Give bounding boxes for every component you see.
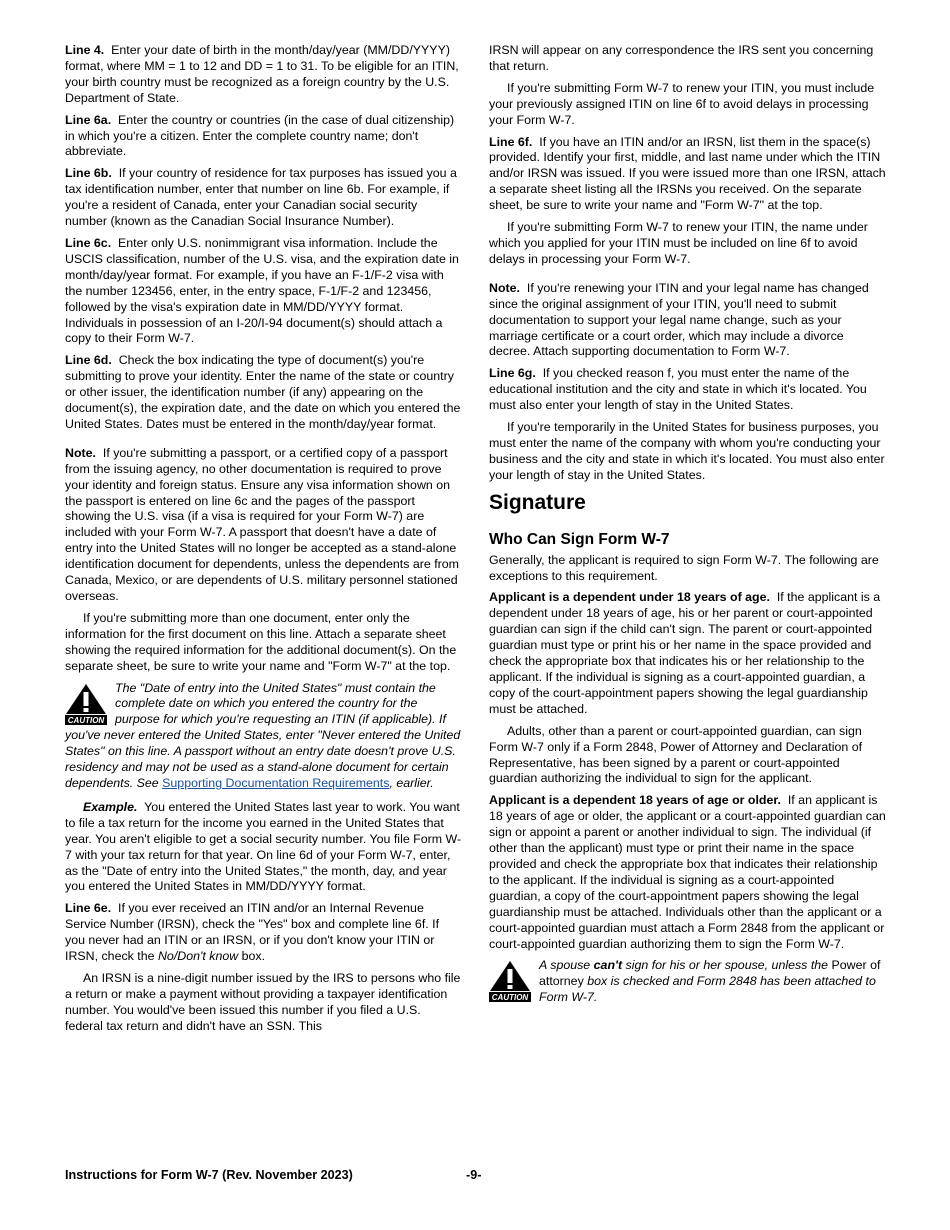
under-18-paragraph: Applicant is a dependent under 18 years of age. If the applicant is a dependent under 18 years of age, his or her parent or court-appointed guardian can sign if the child can't sign. The parent or court-appointed guardian must type or print his or her name in the space provided and check the appropriate box that indicates his or her relationship to the applicant. If the individual is signing as a court-appointed guardian, a copy of the court-appointment papers showing the legal guardianship must be attached. [489, 590, 881, 716]
right-column [489, 43, 887, 1014]
irsn-paragraph: An IRSN is a nine-digit number issued by the IRS to persons who file a return or make a payment without providing a taxpayer identification number. You would've been issued this number if you filed a U.S. federal tax return and didn't have an SSN. This [65, 970, 461, 1033]
line-6c-paragraph: Line 6c. Enter only U.S. nonimmigrant visa information. Include the USCIS classification, number of the U.S. visa, and the expiration date in month/day/year format. For example, if you have an F-1/F-2 visa with the number 123456, enter, in the entry space, F-1/F-2 and 123456, followed by the visa's expiration date in MM/DD/YYYY format. Individuals in possession of an I-20/I-94 document(s) should attach a copy to their Form W-7. [65, 235, 459, 346]
renew-itin-paragraph: If you're submitting Form W-7 to renew your ITIN, you must include your previously assigned ITIN on line 6f to avoid delays in processing your Form W-7. [489, 80, 875, 127]
page-footer [65, 1168, 887, 1186]
who-can-sign-heading: Who Can Sign Form W-7 [489, 530, 670, 548]
caution-icon [489, 960, 531, 1002]
caution-note-spouse: CAUTION A spouse can't sign for his or her spouse, unless the Power of attorney box is checked and Form 2848 has been attached to Form W-7. [489, 958, 887, 1006]
line-4-paragraph: Line 4. Enter your date of birth in the month/day/year (MM/DD/YYYY) format, where MM = 1 to 12 and DD = 1 to 31. To be eligible for an ITIN, your birth country must be recognized as a foreign country by the U.S. Department of State. [65, 43, 459, 105]
multiple-documents-paragraph: If you're submitting more than one document, enter only the information for the first document on this line. Attach a separate sheet showing the required information for the additional document(s). On the separate sheet, be sure to write your name and "Form W-7" at the top. [65, 610, 457, 673]
name-change-note: Note. If you're renewing your ITIN and your legal name has changed since the original assignment of your ITIN, you'll need to submit documentation to support your legal name change, such as your marriage certificate or a court order, which may include a divorce decree. Attach supporting documentation to Form W-7. [489, 280, 869, 359]
line-6b-paragraph: Line 6b. If your country of residence for tax purposes has issued you a tax identification number, enter that number on line 6b. For example, if you're a resident of Canada, enter your Canadian social security number (known as the Canadian Social Insurance Number). [65, 166, 457, 229]
svg-text:CAUTION: CAUTION [67, 715, 105, 725]
signature-heading: Signature [489, 490, 586, 514]
generally-paragraph: Generally, the applicant is required to sign Form W-7. The following are exceptions to this requirement. [489, 552, 879, 583]
caution-icon [65, 683, 107, 725]
caution-note-entry-date: CAUTION The "Date of entry into the United States" must contain the complete date on which you entered the country for the purpose for which you're requesting an ITIN (if applicable). If you've never entered the United States, enter "Never entered the United States" on this line. A passport without an entry date doesn't prove U.S. residency and may not be used as a stand-alone document for certain dependents. See Supporting Documentation Requirements, earlier. [65, 680, 461, 790]
renew-name-paragraph: If you're submitting Form W-7 to renew your ITIN, the name under which you applied for your ITIN must be included on line 6f to avoid delays in processing your Form W-7. [489, 220, 868, 266]
svg-text:CAUTION: CAUTION [491, 993, 529, 1003]
irsn-continued: IRSN will appear on any correspondence the IRS sent you concerning that return. [489, 43, 874, 73]
passport-note: Note. If you're submitting a passport, or a certified copy of a passport from the issuing agency, no other documentation is required to prove your identity and foreign status. Ensure any visa information shown on the passport is entered on line 6c and the pages of the passport showing the U.S. visa (if a visa is required for your Form W-7) are included with your Form W-7. A passport that doesn't have a date of entry into the United States will no longer be accepted as a stand-alone identification document for dependents, unless the dependents are from Canada, Mexico, or are dependents of U.S. military personnel stationed overseas. [65, 445, 460, 603]
line-6a-paragraph: Line 6a. Enter the country or countries (in the case of dual citizenship) in which you're a citizen. Enter the complete country name; don't abbreviate. [65, 112, 455, 159]
over-18-paragraph: Applicant is a dependent 18 years of age or older. If an applicant is 18 years of age or older, the applicant or a court-appointed guardian can sign or appoint a parent or another individual to sign. The individual (if other than the applicant) must type or print their name in the space provided and check the appropriate box that indicates their relationship to the applicant. If the individual is signing as a court-appointed guardian, a copy of the court-appointment papers showing the legal guardianship must be attached. Individuals other than the applicant or a court-appointed guardian must attach a Form 2848 from the applicant or court-appointed guardian authorizing them to sign the Form W-7. [489, 793, 886, 951]
page-number: -9- [466, 1168, 482, 1182]
adults-paragraph: Adults, other than a parent or court-appointed guardian, can sign Form W-7 only if a Form 2848, Power of Attorney and Declaration of Representative, has been signed by a parent or court-appointed guardian authorizing the individual to sign for the applicant. [489, 723, 863, 786]
supporting-documentation-link[interactable]: Supporting Documentation Requirements [162, 775, 390, 790]
footer-title: Instructions for Form W-7 (Rev. November 2023) [65, 1168, 353, 1182]
line-6f-paragraph: Line 6f. If you have an ITIN and/or an IRSN, list them in the space(s) provided. Identify your first, middle, and last name under which the ITIN and/or IRSN was issued. If you were issued more than one IRSN, attach a separate sheet listing all the IRSNs you received. On the separate sheet, be sure to write your name and "Form W-7" at the top. [489, 134, 886, 213]
line-6d-paragraph: Line 6d. Check the box indicating the type of document(s) you're submitting to prove your identity. Enter the name of the state or country or other issuer, the identification number (if any) appearing on the document(s), the expiration date, and the date on which you entered the United States. Dates must be entered in the month/day/year format. [65, 353, 461, 431]
left-column [65, 43, 462, 1041]
example-paragraph: Example. You entered the United States last year to work. You want to file a tax return for the income you earned in the United States that year. You aren't eligible to get a social security number. You file Form W-7 with your tax return for that year. On line 6d of your Form W-7, enter, as the "Date of entry into the United States," the month, day, and year you entered the United States in MM/DD/YYYY format. [65, 799, 462, 894]
line-6g-paragraph: Line 6g. If you checked reason f, you must enter the name of the educational institution and the city and state in which it's located. You must also enter your length of stay in the United States. [489, 366, 867, 413]
business-paragraph: If you're temporarily in the United States for business purposes, you must enter the name of the company with whom you're conducting your business and the city and state in which it's located. You must also enter your length of stay in the United States. [489, 420, 885, 482]
line-6e-paragraph: Line 6e. If you ever received an ITIN and/or an Internal Revenue Service Number (IRSN), check the "Yes" box and complete line 6f. If you never had an ITIN or an IRSN, or if you don't know your ITIN or IRSN, check the No/Don't know box. [65, 901, 440, 964]
